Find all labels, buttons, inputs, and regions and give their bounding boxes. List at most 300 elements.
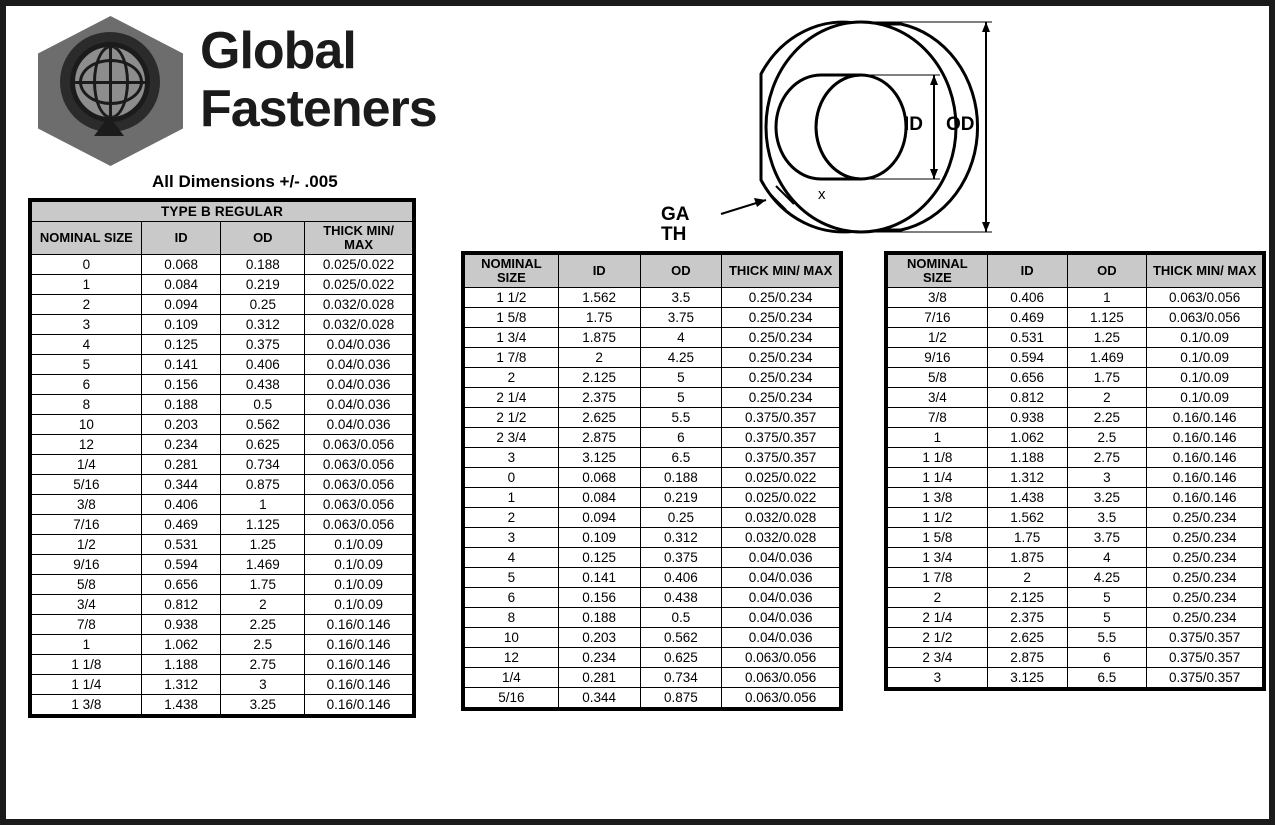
cell-id: 1.062 bbox=[987, 428, 1067, 448]
cell-od: 4 bbox=[640, 328, 722, 348]
table-row bbox=[465, 528, 840, 548]
cell-thickness: 0.25/0.234 bbox=[1147, 528, 1263, 548]
cell-nominal-size: 12 bbox=[465, 648, 559, 668]
cell-nominal-size: 0 bbox=[465, 468, 559, 488]
brand-line-2: Fasteners bbox=[200, 80, 437, 138]
cell-nominal-size: 5/8 bbox=[888, 368, 988, 388]
table-row bbox=[32, 475, 413, 495]
cell-nominal-size: 7/8 bbox=[32, 615, 142, 635]
cell-id: 0.141 bbox=[141, 355, 221, 375]
table-row bbox=[888, 508, 1263, 528]
cell-od: 5 bbox=[640, 368, 722, 388]
cell-nominal-size: 1 7/8 bbox=[465, 348, 559, 368]
cell-nominal-size: 3/8 bbox=[888, 288, 988, 308]
cell-thickness: 0.16/0.146 bbox=[305, 695, 413, 715]
table-row bbox=[888, 628, 1263, 648]
table-row bbox=[888, 448, 1263, 468]
globe-meridian-icon bbox=[93, 45, 129, 119]
cell-od: 0.406 bbox=[640, 568, 722, 588]
cell-nominal-size: 2 3/4 bbox=[888, 648, 988, 668]
cell-id: 1.75 bbox=[558, 308, 640, 328]
cell-thickness: 0.04/0.036 bbox=[722, 628, 840, 648]
cell-id: 0.344 bbox=[558, 688, 640, 708]
cell-id: 0.188 bbox=[558, 608, 640, 628]
table-row bbox=[888, 348, 1263, 368]
cell-nominal-size: 9/16 bbox=[888, 348, 988, 368]
cell-thickness: 0.063/0.056 bbox=[722, 648, 840, 668]
cell-od: 0.25 bbox=[640, 508, 722, 528]
cell-id: 0.938 bbox=[987, 408, 1067, 428]
cell-nominal-size: 1/4 bbox=[32, 455, 142, 475]
table-row bbox=[32, 455, 413, 475]
cell-thickness: 0.032/0.028 bbox=[722, 528, 840, 548]
cell-nominal-size: 5/16 bbox=[465, 688, 559, 708]
table-row bbox=[888, 588, 1263, 608]
cell-nominal-size: 12 bbox=[32, 435, 142, 455]
cell-id: 0.938 bbox=[141, 615, 221, 635]
cell-id: 0.203 bbox=[141, 415, 221, 435]
table-row bbox=[465, 668, 840, 688]
cell-od: 1.25 bbox=[221, 535, 305, 555]
cell-nominal-size: 1 1/8 bbox=[32, 655, 142, 675]
cell-nominal-size: 4 bbox=[465, 548, 559, 568]
cell-nominal-size: 1 5/8 bbox=[888, 528, 988, 548]
cell-od: 0.562 bbox=[221, 415, 305, 435]
cell-id: 0.125 bbox=[141, 335, 221, 355]
cell-id: 0.469 bbox=[141, 515, 221, 535]
table-row bbox=[888, 648, 1263, 668]
cell-od: 2.75 bbox=[221, 655, 305, 675]
washer-table-1 bbox=[28, 198, 416, 718]
cell-id: 3.125 bbox=[558, 448, 640, 468]
cell-thickness: 0.04/0.036 bbox=[305, 355, 413, 375]
table-row bbox=[465, 468, 840, 488]
diagram-label-ga: GA bbox=[661, 204, 690, 225]
table-row bbox=[465, 548, 840, 568]
cell-od: 2 bbox=[1067, 388, 1147, 408]
column-header-nominal-size: NOMINAL SIZE bbox=[32, 222, 142, 255]
cell-nominal-size: 2 3/4 bbox=[465, 428, 559, 448]
cell-nominal-size: 9/16 bbox=[32, 555, 142, 575]
table-row bbox=[888, 328, 1263, 348]
table-row bbox=[465, 308, 840, 328]
table-row bbox=[888, 288, 1263, 308]
cell-id: 1.75 bbox=[987, 528, 1067, 548]
cell-nominal-size: 7/8 bbox=[888, 408, 988, 428]
cell-od: 3 bbox=[1067, 468, 1147, 488]
cell-thickness: 0.375/0.357 bbox=[1147, 628, 1263, 648]
cell-id: 2.375 bbox=[987, 608, 1067, 628]
cell-nominal-size: 3 bbox=[465, 448, 559, 468]
cell-nominal-size: 8 bbox=[465, 608, 559, 628]
cell-nominal-size: 3 bbox=[465, 528, 559, 548]
table-row bbox=[465, 588, 840, 608]
table-1-title: TYPE B REGULAR bbox=[32, 202, 413, 222]
table-row bbox=[32, 315, 413, 335]
column-header-od: OD bbox=[1067, 255, 1147, 288]
cell-thickness: 0.063/0.056 bbox=[722, 668, 840, 688]
column-header-id: ID bbox=[558, 255, 640, 288]
cell-nominal-size: 1 3/4 bbox=[465, 328, 559, 348]
cell-id: 1.562 bbox=[987, 508, 1067, 528]
brand-line-1: Global bbox=[200, 22, 356, 80]
table-row bbox=[32, 395, 413, 415]
cell-nominal-size: 1 1/4 bbox=[888, 468, 988, 488]
cell-od: 2.25 bbox=[1067, 408, 1147, 428]
cell-thickness: 0.375/0.357 bbox=[722, 428, 840, 448]
table-row bbox=[32, 635, 413, 655]
cell-thickness: 0.25/0.234 bbox=[1147, 568, 1263, 588]
cell-id: 0.234 bbox=[141, 435, 221, 455]
cell-id: 0.084 bbox=[558, 488, 640, 508]
table-row bbox=[32, 695, 413, 715]
cell-od: 4.25 bbox=[640, 348, 722, 368]
cell-thickness: 0.25/0.234 bbox=[722, 388, 840, 408]
cell-od: 3.75 bbox=[1067, 528, 1147, 548]
cell-nominal-size: 5 bbox=[465, 568, 559, 588]
table-2 bbox=[464, 254, 840, 708]
cell-thickness: 0.16/0.146 bbox=[305, 615, 413, 635]
cell-id: 0.156 bbox=[558, 588, 640, 608]
table-row bbox=[888, 608, 1263, 628]
cell-nominal-size: 1 3/4 bbox=[888, 548, 988, 568]
table-2-header-row bbox=[465, 255, 840, 288]
table-row bbox=[32, 295, 413, 315]
cell-od: 5.5 bbox=[1067, 628, 1147, 648]
cell-od: 3.25 bbox=[221, 695, 305, 715]
column-header-nominal-size: NOMINAL SIZE bbox=[888, 255, 988, 288]
cell-od: 0.25 bbox=[221, 295, 305, 315]
cell-nominal-size: 2 1/4 bbox=[465, 388, 559, 408]
table-row bbox=[32, 375, 413, 395]
cell-thickness: 0.25/0.234 bbox=[1147, 508, 1263, 528]
cell-nominal-size: 3/4 bbox=[888, 388, 988, 408]
table-row bbox=[888, 528, 1263, 548]
table-1-title-row bbox=[32, 202, 413, 222]
cell-nominal-size: 1/2 bbox=[888, 328, 988, 348]
column-header-nominal-size: NOMINAL SIZE bbox=[465, 255, 559, 288]
cell-nominal-size: 3/4 bbox=[32, 595, 142, 615]
table-row bbox=[32, 615, 413, 635]
table-row bbox=[32, 655, 413, 675]
table-row bbox=[32, 595, 413, 615]
table-row bbox=[32, 355, 413, 375]
table-row bbox=[888, 388, 1263, 408]
cell-thickness: 0.25/0.234 bbox=[1147, 548, 1263, 568]
table-row bbox=[465, 388, 840, 408]
cell-id: 3.125 bbox=[987, 668, 1067, 688]
table-row bbox=[888, 668, 1263, 688]
cell-od: 0.219 bbox=[640, 488, 722, 508]
cell-od: 0.406 bbox=[221, 355, 305, 375]
cell-thickness: 0.25/0.234 bbox=[1147, 608, 1263, 628]
cell-id: 0.068 bbox=[141, 255, 221, 275]
table-row bbox=[32, 495, 413, 515]
cell-od: 1.25 bbox=[1067, 328, 1147, 348]
cell-od: 0.219 bbox=[221, 275, 305, 295]
cell-od: 0.375 bbox=[221, 335, 305, 355]
cell-id: 0.141 bbox=[558, 568, 640, 588]
cell-od: 4.25 bbox=[1067, 568, 1147, 588]
cell-thickness: 0.1/0.09 bbox=[1147, 368, 1263, 388]
cell-id: 0.406 bbox=[987, 288, 1067, 308]
cell-thickness: 0.1/0.09 bbox=[305, 535, 413, 555]
cell-id: 0.594 bbox=[987, 348, 1067, 368]
cell-od: 3.75 bbox=[640, 308, 722, 328]
table-row bbox=[32, 515, 413, 535]
cell-thickness: 0.16/0.146 bbox=[305, 635, 413, 655]
table-row bbox=[32, 255, 413, 275]
cell-thickness: 0.032/0.028 bbox=[305, 295, 413, 315]
cell-nominal-size: 1 1/2 bbox=[465, 288, 559, 308]
cell-od: 0.875 bbox=[640, 688, 722, 708]
cell-thickness: 0.025/0.022 bbox=[722, 468, 840, 488]
cell-nominal-size: 1 1/8 bbox=[888, 448, 988, 468]
cell-nominal-size: 1 bbox=[465, 488, 559, 508]
table-row bbox=[888, 308, 1263, 328]
table-row bbox=[888, 488, 1263, 508]
cell-od: 1.469 bbox=[221, 555, 305, 575]
cell-nominal-size: 3 bbox=[32, 315, 142, 335]
cell-thickness: 0.1/0.09 bbox=[305, 595, 413, 615]
cell-od: 1.469 bbox=[1067, 348, 1147, 368]
cell-nominal-size: 1 1/2 bbox=[888, 508, 988, 528]
cell-thickness: 0.063/0.056 bbox=[305, 435, 413, 455]
table-3 bbox=[887, 254, 1263, 688]
cell-nominal-size: 1 bbox=[32, 275, 142, 295]
cell-thickness: 0.04/0.036 bbox=[722, 568, 840, 588]
washer-table-3 bbox=[884, 251, 1266, 691]
diagram-label-id: ID bbox=[904, 114, 923, 135]
cell-od: 1.125 bbox=[221, 515, 305, 535]
cell-od: 5 bbox=[1067, 608, 1147, 628]
cell-od: 0.188 bbox=[221, 255, 305, 275]
cell-id: 1.875 bbox=[558, 328, 640, 348]
cell-nominal-size: 1 1/4 bbox=[32, 675, 142, 695]
diagram-label-od: OD bbox=[946, 114, 975, 135]
cell-id: 0.094 bbox=[558, 508, 640, 528]
cell-id: 0.234 bbox=[558, 648, 640, 668]
cell-nominal-size: 1 bbox=[32, 635, 142, 655]
table-row bbox=[465, 628, 840, 648]
column-header-thickness: THICK MIN/ MAX bbox=[722, 255, 840, 288]
cell-thickness: 0.25/0.234 bbox=[722, 288, 840, 308]
cell-thickness: 0.16/0.146 bbox=[1147, 428, 1263, 448]
cell-od: 2.5 bbox=[221, 635, 305, 655]
cell-nominal-size: 2 bbox=[888, 588, 988, 608]
cell-id: 1.188 bbox=[141, 655, 221, 675]
cell-nominal-size: 5/8 bbox=[32, 575, 142, 595]
table-row bbox=[32, 675, 413, 695]
cell-id: 2.125 bbox=[558, 368, 640, 388]
cell-nominal-size: 1 bbox=[888, 428, 988, 448]
cell-thickness: 0.025/0.022 bbox=[722, 488, 840, 508]
cell-nominal-size: 8 bbox=[32, 395, 142, 415]
cell-id: 0.594 bbox=[141, 555, 221, 575]
table-row bbox=[32, 335, 413, 355]
cell-thickness: 0.025/0.022 bbox=[305, 255, 413, 275]
table-1-header-row bbox=[32, 222, 413, 255]
cell-id: 0.188 bbox=[141, 395, 221, 415]
cell-nominal-size: 1/4 bbox=[465, 668, 559, 688]
table-1 bbox=[31, 201, 413, 715]
cell-thickness: 0.16/0.146 bbox=[1147, 468, 1263, 488]
table-row bbox=[465, 508, 840, 528]
cell-thickness: 0.1/0.09 bbox=[1147, 328, 1263, 348]
cell-nominal-size: 2 bbox=[465, 508, 559, 528]
table-2-body bbox=[465, 255, 840, 708]
cell-thickness: 0.375/0.357 bbox=[722, 448, 840, 468]
cell-id: 1.188 bbox=[987, 448, 1067, 468]
table-3-body bbox=[888, 255, 1263, 688]
cell-nominal-size: 6 bbox=[32, 375, 142, 395]
cell-id: 2 bbox=[987, 568, 1067, 588]
table-row bbox=[465, 688, 840, 708]
cell-id: 0.281 bbox=[558, 668, 640, 688]
cell-thickness: 0.04/0.036 bbox=[305, 415, 413, 435]
column-header-thickness: THICK MIN/ MAX bbox=[1147, 255, 1263, 288]
cell-id: 1.438 bbox=[141, 695, 221, 715]
cell-od: 0.734 bbox=[221, 455, 305, 475]
cell-thickness: 0.025/0.022 bbox=[305, 275, 413, 295]
cell-nominal-size: 2 1/4 bbox=[888, 608, 988, 628]
cell-thickness: 0.063/0.056 bbox=[722, 688, 840, 708]
washer-diagram bbox=[626, 14, 1046, 254]
cell-od: 0.625 bbox=[221, 435, 305, 455]
cell-id: 0.812 bbox=[141, 595, 221, 615]
cell-thickness: 0.04/0.036 bbox=[722, 588, 840, 608]
cell-id: 0.406 bbox=[141, 495, 221, 515]
cell-od: 5.5 bbox=[640, 408, 722, 428]
cell-id: 0.656 bbox=[141, 575, 221, 595]
cell-id: 0.812 bbox=[987, 388, 1067, 408]
table-row bbox=[32, 535, 413, 555]
cell-thickness: 0.25/0.234 bbox=[1147, 588, 1263, 608]
cell-thickness: 0.04/0.036 bbox=[722, 608, 840, 628]
brand-name bbox=[200, 22, 437, 138]
cell-thickness: 0.032/0.028 bbox=[722, 508, 840, 528]
cell-id: 2 bbox=[558, 348, 640, 368]
diagram-label-x: x bbox=[818, 186, 826, 203]
cell-thickness: 0.063/0.056 bbox=[1147, 308, 1263, 328]
cell-od: 2.25 bbox=[221, 615, 305, 635]
cell-thickness: 0.16/0.146 bbox=[305, 655, 413, 675]
cell-thickness: 0.032/0.028 bbox=[305, 315, 413, 335]
globe-icon bbox=[70, 42, 150, 122]
cell-thickness: 0.16/0.146 bbox=[305, 675, 413, 695]
cell-od: 0.438 bbox=[640, 588, 722, 608]
cell-od: 6 bbox=[1067, 648, 1147, 668]
cell-id: 0.203 bbox=[558, 628, 640, 648]
cell-od: 1.125 bbox=[1067, 308, 1147, 328]
washer-table-2 bbox=[461, 251, 843, 711]
cell-thickness: 0.04/0.036 bbox=[305, 375, 413, 395]
table-row bbox=[465, 608, 840, 628]
cell-nominal-size: 3 bbox=[888, 668, 988, 688]
cell-id: 0.125 bbox=[558, 548, 640, 568]
table-row bbox=[465, 488, 840, 508]
cell-thickness: 0.1/0.09 bbox=[1147, 388, 1263, 408]
cell-nominal-size: 1 7/8 bbox=[888, 568, 988, 588]
cell-thickness: 0.063/0.056 bbox=[305, 475, 413, 495]
cell-od: 0.312 bbox=[221, 315, 305, 335]
cell-thickness: 0.1/0.09 bbox=[305, 555, 413, 575]
table-row bbox=[465, 428, 840, 448]
cell-nominal-size: 4 bbox=[32, 335, 142, 355]
cell-od: 0.734 bbox=[640, 668, 722, 688]
cell-od: 0.5 bbox=[640, 608, 722, 628]
cell-thickness: 0.063/0.056 bbox=[305, 515, 413, 535]
cell-thickness: 0.25/0.234 bbox=[722, 328, 840, 348]
cell-thickness: 0.375/0.357 bbox=[722, 408, 840, 428]
cell-thickness: 0.04/0.036 bbox=[722, 548, 840, 568]
cell-thickness: 0.1/0.09 bbox=[1147, 348, 1263, 368]
table-row bbox=[888, 368, 1263, 388]
cell-id: 2.625 bbox=[987, 628, 1067, 648]
cell-od: 2.75 bbox=[1067, 448, 1147, 468]
cell-nominal-size: 1/2 bbox=[32, 535, 142, 555]
cell-nominal-size: 7/16 bbox=[32, 515, 142, 535]
cell-id: 2.625 bbox=[558, 408, 640, 428]
cell-id: 2.875 bbox=[987, 648, 1067, 668]
table-row bbox=[465, 568, 840, 588]
table-row bbox=[465, 408, 840, 428]
cell-nominal-size: 1 5/8 bbox=[465, 308, 559, 328]
cell-id: 0.344 bbox=[141, 475, 221, 495]
cell-nominal-size: 10 bbox=[465, 628, 559, 648]
cell-id: 0.109 bbox=[558, 528, 640, 548]
table-row bbox=[888, 548, 1263, 568]
cell-thickness: 0.375/0.357 bbox=[1147, 648, 1263, 668]
table-row bbox=[465, 328, 840, 348]
cell-thickness: 0.063/0.056 bbox=[305, 495, 413, 515]
cell-id: 1.562 bbox=[558, 288, 640, 308]
cell-id: 1.312 bbox=[141, 675, 221, 695]
cell-od: 3.5 bbox=[1067, 508, 1147, 528]
cell-thickness: 0.16/0.146 bbox=[1147, 448, 1263, 468]
column-header-thickness: THICK MIN/ MAX bbox=[305, 222, 413, 255]
cell-nominal-size: 0 bbox=[32, 255, 142, 275]
cell-od: 0.312 bbox=[640, 528, 722, 548]
cell-od: 0.375 bbox=[640, 548, 722, 568]
cell-thickness: 0.04/0.036 bbox=[305, 395, 413, 415]
cell-id: 2.875 bbox=[558, 428, 640, 448]
cell-od: 0.5 bbox=[221, 395, 305, 415]
cell-od: 5 bbox=[1067, 588, 1147, 608]
cell-od: 0.625 bbox=[640, 648, 722, 668]
table-row bbox=[888, 428, 1263, 448]
cell-od: 3.25 bbox=[1067, 488, 1147, 508]
cell-id: 0.469 bbox=[987, 308, 1067, 328]
cell-od: 1.75 bbox=[1067, 368, 1147, 388]
cell-thickness: 0.375/0.357 bbox=[1147, 668, 1263, 688]
cell-od: 2 bbox=[221, 595, 305, 615]
table-3-header-row bbox=[888, 255, 1263, 288]
cell-nominal-size: 7/16 bbox=[888, 308, 988, 328]
column-header-od: OD bbox=[221, 222, 305, 255]
cell-id: 1.062 bbox=[141, 635, 221, 655]
cell-od: 1 bbox=[1067, 288, 1147, 308]
cell-od: 2.5 bbox=[1067, 428, 1147, 448]
cell-nominal-size: 2 1/2 bbox=[888, 628, 988, 648]
cell-thickness: 0.1/0.09 bbox=[305, 575, 413, 595]
table-row bbox=[465, 348, 840, 368]
table-row bbox=[32, 415, 413, 435]
cell-od: 0.562 bbox=[640, 628, 722, 648]
cell-thickness: 0.25/0.234 bbox=[722, 308, 840, 328]
cell-nominal-size: 1 3/8 bbox=[32, 695, 142, 715]
cell-id: 1.438 bbox=[987, 488, 1067, 508]
